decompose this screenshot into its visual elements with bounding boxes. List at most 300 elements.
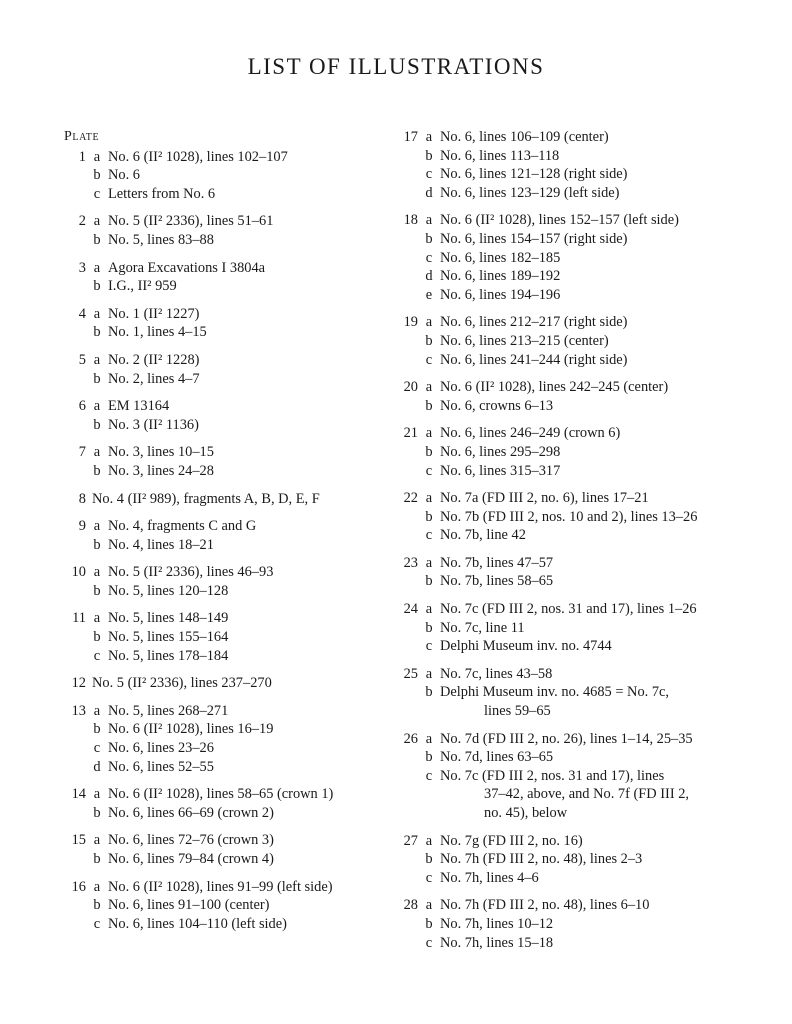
plate-number	[396, 443, 418, 462]
plate-entry	[396, 378, 736, 415]
plate-number: 15	[71, 832, 86, 849]
item-letter: b	[425, 851, 433, 868]
item-text: No. 3, lines 10–15	[108, 444, 214, 461]
list-item	[396, 619, 736, 638]
list-item	[396, 378, 736, 397]
plate-entry	[64, 878, 384, 934]
item-text: No. 6 (II² 1028), lines 58–65 (crown 1)	[108, 786, 334, 803]
item-text: No. 5, lines 268–271	[108, 702, 229, 719]
item-text: No. 7c (FD III 2, nos. 31 and 17), lines	[440, 767, 665, 784]
item-letter: b	[93, 897, 101, 914]
plate-list-right	[396, 128, 736, 952]
item-letter: b	[93, 416, 101, 433]
item-letter: a	[425, 665, 433, 682]
list-item	[396, 869, 736, 888]
item-text: No. 7h, lines 4–6	[440, 869, 539, 886]
plate-number	[64, 739, 86, 758]
item-text: No. 6, lines 213–215 (center)	[440, 332, 609, 349]
plate-number: 24	[403, 601, 418, 618]
item-text: EM 13164	[108, 398, 170, 415]
plate-number: 18	[403, 212, 418, 229]
plate-number: 5	[78, 351, 86, 368]
plate-number	[396, 637, 418, 656]
item-text: No. 6, lines 23–26	[108, 740, 214, 757]
list-item	[64, 397, 384, 416]
plate-number	[64, 185, 86, 204]
item-text: No. 3, lines 24–28	[108, 462, 214, 479]
item-text: No. 6, lines 295–298	[440, 443, 561, 460]
list-item	[396, 767, 736, 786]
plate-number: 27	[403, 832, 418, 849]
list-item	[396, 332, 736, 351]
item-text: Delphi Museum inv. no. 4685 = No. 7c,	[440, 684, 670, 701]
item-letter: a	[425, 379, 433, 396]
item-letter: d	[425, 268, 433, 285]
plate-entry	[396, 730, 736, 823]
plate-number	[64, 582, 86, 601]
item-letter: b	[425, 619, 433, 636]
item-text: No. 7c, lines 43–58	[440, 665, 553, 682]
list-item	[64, 443, 384, 462]
plate-number	[64, 462, 86, 481]
item-letter: a	[425, 314, 433, 331]
list-item	[396, 184, 736, 203]
plate-number	[64, 758, 86, 777]
item-text: No. 2, lines 4–7	[108, 370, 200, 387]
item-letter: d	[93, 758, 101, 775]
plate-entry	[396, 128, 736, 202]
item-text: No. 7b (FD III 2, nos. 10 and 2), lines 13–26	[440, 508, 698, 525]
plate-number: 22	[403, 490, 418, 507]
list-item	[64, 674, 384, 693]
plate-entry	[396, 832, 736, 888]
plate-entry	[64, 305, 384, 342]
item-text: No. 6, crowns 6–13	[440, 397, 554, 414]
list-item	[396, 934, 736, 953]
plate-entry	[396, 665, 736, 721]
list-item	[396, 397, 736, 416]
list-item	[64, 758, 384, 777]
item-letter: c	[425, 638, 433, 655]
plate-number: 14	[71, 786, 86, 803]
plate-entry	[64, 674, 384, 693]
item-text: No. 6, lines 79–84 (crown 4)	[108, 851, 274, 867]
item-letter: b	[425, 749, 433, 766]
item-text: No. 6, lines 123–129 (left side)	[440, 184, 620, 201]
list-item	[396, 508, 736, 527]
item-text: No. 7c, line 11	[440, 619, 525, 636]
list-item	[396, 748, 736, 767]
list-item	[64, 490, 384, 509]
plate-number	[64, 370, 86, 389]
item-text: No. 7h (FD III 2, no. 48), lines 6–10	[440, 897, 650, 914]
plate-number: 8	[78, 490, 86, 507]
list-item	[396, 526, 736, 545]
plate-entry	[64, 397, 384, 434]
list-item	[396, 665, 736, 684]
item-letter: d	[425, 184, 433, 201]
item-letter: a	[93, 444, 101, 461]
item-text: No. 7b, lines 58–65	[440, 573, 554, 590]
item-letter: a	[93, 518, 101, 535]
item-letter: a	[93, 259, 101, 276]
item-letter: a	[425, 425, 433, 442]
list-item	[396, 128, 736, 147]
plate-number	[64, 720, 86, 739]
item-text: No. 4, fragments C and G	[108, 518, 257, 535]
item-text: No. 5, lines 148–149	[108, 610, 229, 627]
list-item	[396, 572, 736, 591]
item-letter: a	[93, 702, 101, 719]
item-text: No. 7d, lines 63–65	[440, 749, 554, 766]
plate-number	[64, 231, 86, 250]
plate-number	[64, 536, 86, 555]
item-letter: b	[93, 582, 101, 599]
item-letter: b	[93, 536, 101, 553]
plate-number	[396, 397, 418, 416]
plate-number	[396, 267, 418, 286]
item-text: No. 6	[108, 167, 140, 184]
plate-number: 20	[403, 379, 418, 396]
list-item	[396, 600, 736, 619]
list-item	[64, 563, 384, 582]
list-item	[64, 582, 384, 601]
plate-number	[396, 351, 418, 370]
item-text: No. 6, lines 72–76 (crown 3)	[108, 832, 274, 849]
item-text: No. 1 (II² 1227)	[108, 305, 200, 322]
item-text: No. 5, lines 155–164	[108, 629, 229, 646]
plate-number	[64, 647, 86, 666]
item-letter: e	[425, 286, 433, 303]
item-letter: b	[425, 397, 433, 414]
plate-number	[64, 323, 86, 342]
item-letter: c	[425, 249, 433, 266]
plate-entry	[64, 517, 384, 554]
item-text: No. 7c (FD III 2, nos. 31 and 17), lines 1–26	[440, 601, 697, 618]
plate-number: 9	[78, 518, 86, 535]
plate-number	[396, 850, 418, 869]
list-item	[396, 147, 736, 166]
item-letter: a	[425, 554, 433, 571]
item-text: No. 5 (II² 2336), lines 237–270	[92, 675, 272, 692]
item-text: I.G., II² 959	[108, 278, 177, 295]
item-text: No. 5, lines 120–128	[108, 582, 229, 599]
column-heading: Plate	[64, 129, 100, 144]
item-letter: b	[425, 915, 433, 932]
plate-number: 19	[403, 314, 418, 331]
item-letter: a	[93, 878, 101, 895]
item-text: No. 6 (II² 1028), lines 91–99 (left side)	[108, 878, 333, 895]
item-letter: a	[425, 897, 433, 914]
list-item	[64, 277, 384, 296]
item-letter: b	[425, 573, 433, 590]
item-text: No. 6, lines 66–69 (crown 2)	[108, 804, 274, 821]
list-item	[64, 831, 384, 850]
plate-number	[396, 332, 418, 351]
plate-number: 1	[78, 148, 86, 165]
item-letter: a	[425, 212, 433, 229]
plate-number: 6	[78, 398, 86, 415]
list-item	[396, 351, 736, 370]
plate-number: 28	[403, 897, 418, 914]
plate-number: 21	[403, 425, 418, 442]
list-item	[64, 536, 384, 555]
item-letter: b	[93, 231, 101, 248]
plate-number: 7	[78, 444, 86, 461]
plate-number: 3	[78, 259, 86, 276]
list-item	[396, 554, 736, 573]
item-letter: b	[93, 629, 101, 646]
item-text: No. 5, lines 83–88	[108, 231, 214, 248]
plate-number	[396, 915, 418, 934]
plate-number	[64, 850, 86, 869]
plate-entry	[64, 831, 384, 868]
list-item	[64, 850, 384, 869]
list-item	[64, 702, 384, 721]
item-text: No. 7b, lines 47–57	[440, 554, 554, 571]
plate-number	[396, 286, 418, 305]
item-letter: a	[425, 832, 433, 849]
list-item	[64, 804, 384, 823]
page-title: LIST OF ILLUSTRATIONS	[247, 54, 545, 79]
item-letter: c	[425, 462, 433, 479]
item-letter: c	[425, 767, 433, 784]
item-text: No. 6, lines 246–249 (crown 6)	[440, 425, 621, 442]
item-letter: a	[425, 129, 433, 145]
item-text-continuation: 37–42, above, and No. 7f (FD III 2,	[484, 786, 690, 803]
list-item	[396, 230, 736, 249]
list-item	[64, 517, 384, 536]
list-item	[396, 424, 736, 443]
item-text: No. 6, lines 212–217 (right side)	[440, 314, 628, 331]
item-text: No. 5 (II² 2336), lines 46–93	[108, 564, 274, 581]
item-letter: c	[425, 351, 433, 368]
item-text: No. 6 (II² 1028), lines 152–157 (left side)	[440, 212, 679, 229]
item-letter: b	[93, 462, 101, 479]
plate-entry	[64, 563, 384, 600]
item-letter: c	[425, 869, 433, 886]
plate-list-left	[64, 148, 384, 934]
right-column	[396, 128, 736, 961]
list-item	[64, 462, 384, 481]
item-text: Agora Excavations I 3804a	[108, 259, 266, 276]
item-text: No. 6, lines 104–110 (left side)	[108, 915, 287, 932]
item-text: No. 4 (II² 989), fragments A, B, D, E, F	[92, 490, 320, 507]
list-item	[64, 351, 384, 370]
item-letter: c	[93, 185, 101, 202]
plate-entry	[64, 490, 384, 509]
item-text: No. 7h, lines 15–18	[440, 934, 554, 951]
plate-number: 16	[71, 878, 86, 895]
plate-number	[64, 896, 86, 915]
item-text: No. 7d (FD III 2, no. 26), lines 1–14, 25–35	[440, 730, 693, 747]
plate-number	[64, 804, 86, 823]
plate-number	[396, 462, 418, 481]
item-letter: c	[93, 647, 101, 664]
plate-number	[64, 628, 86, 647]
plate-number: 2	[78, 213, 86, 230]
item-letter: b	[93, 167, 101, 184]
item-letter: c	[93, 740, 101, 757]
item-text: No. 5 (II² 2336), lines 51–61	[108, 213, 274, 230]
item-letter: a	[93, 305, 101, 322]
item-text: Delphi Museum inv. no. 4744	[440, 638, 612, 655]
plate-number	[396, 869, 418, 888]
plate-entry	[64, 702, 384, 776]
list-item	[396, 267, 736, 286]
item-text: Letters from No. 6	[108, 185, 216, 202]
item-letter: b	[425, 230, 433, 247]
list-item	[64, 323, 384, 342]
plate-number	[396, 184, 418, 203]
plate-number	[396, 249, 418, 268]
list-item	[64, 370, 384, 389]
list-item	[396, 286, 736, 305]
list-item	[64, 185, 384, 204]
item-letter: a	[425, 601, 433, 618]
plate-number	[396, 165, 418, 184]
list-item	[396, 489, 736, 508]
list-item	[64, 878, 384, 897]
plate-entry	[396, 489, 736, 545]
plate-number: 12	[71, 675, 86, 692]
item-letter: b	[425, 684, 433, 701]
list-item	[64, 720, 384, 739]
item-text: No. 6, lines 113–118	[440, 147, 560, 164]
item-letter: b	[425, 508, 433, 525]
item-letter: b	[93, 851, 101, 867]
item-text: No. 6, lines 182–185	[440, 249, 561, 266]
item-letter: b	[93, 370, 101, 387]
list-item	[396, 730, 736, 749]
list-item	[396, 850, 736, 869]
item-letter: a	[93, 213, 101, 230]
list-item	[396, 211, 736, 230]
item-letter: a	[93, 786, 101, 803]
item-letter: b	[93, 721, 101, 738]
item-letter: a	[425, 730, 433, 747]
plate-number	[396, 748, 418, 767]
item-text: No. 6, lines 241–244 (right side)	[440, 351, 628, 368]
item-text-continuation: no. 45), below	[484, 805, 568, 821]
list-item	[64, 739, 384, 758]
list-item	[396, 832, 736, 851]
item-text: No. 7h (FD III 2, no. 48), lines 2–3	[440, 851, 643, 868]
item-letter: a	[93, 148, 101, 165]
plate-number	[396, 934, 418, 953]
item-letter: b	[425, 147, 433, 164]
plate-entry	[64, 259, 384, 296]
plate-entry	[64, 212, 384, 249]
item-letter: a	[93, 351, 101, 368]
plate-number: 23	[403, 554, 418, 571]
item-letter: a	[93, 610, 101, 627]
plate-number	[396, 767, 418, 786]
plate-number	[396, 147, 418, 166]
plate-number: 10	[71, 564, 86, 581]
plate-entry	[396, 424, 736, 480]
plate-number: 4	[78, 305, 86, 322]
item-letter: c	[93, 915, 101, 932]
item-text: No. 6, lines 52–55	[108, 758, 214, 775]
item-text: No. 6 (II² 1028), lines 102–107	[108, 148, 288, 165]
plate-number	[396, 526, 418, 545]
plate-entry	[396, 896, 736, 952]
list-item	[396, 443, 736, 462]
plate-entry	[396, 211, 736, 304]
item-text: No. 6, lines 194–196	[440, 286, 561, 303]
item-text: No. 1, lines 4–15	[108, 324, 207, 341]
item-text: No. 3 (II² 1136)	[108, 416, 199, 433]
item-letter: b	[93, 278, 101, 295]
plate-entry	[64, 609, 384, 665]
item-text: No. 7h, lines 10–12	[440, 915, 554, 932]
list-item	[64, 628, 384, 647]
plate-number	[64, 416, 86, 435]
item-text: No. 6, lines 189–192	[440, 268, 561, 285]
list-item	[396, 462, 736, 481]
list-item	[396, 249, 736, 268]
item-text: No. 2 (II² 1228)	[108, 351, 200, 368]
item-text: No. 7b, line 42	[440, 527, 526, 544]
item-text: No. 7g (FD III 2, no. 16)	[440, 832, 583, 849]
item-letter: a	[93, 398, 101, 415]
plate-entry	[64, 785, 384, 822]
list-item	[64, 148, 384, 167]
item-text: No. 6, lines 91–100 (center)	[108, 897, 270, 914]
item-text: No. 6 (II² 1028), lines 242–245 (center)	[440, 379, 669, 396]
plate-number: 26	[403, 730, 418, 747]
plate-number	[396, 683, 418, 702]
item-text: No. 6, lines 315–317	[440, 462, 561, 479]
list-item	[396, 165, 736, 184]
item-letter: b	[93, 324, 101, 341]
list-item	[396, 637, 736, 656]
item-text: No. 6, lines 121–128 (right side)	[440, 166, 628, 183]
item-letter: c	[425, 527, 433, 544]
list-item	[396, 313, 736, 332]
item-text: No. 6, lines 154–157 (right side)	[440, 230, 628, 247]
item-letter: c	[425, 166, 433, 183]
list-item	[64, 416, 384, 435]
plate-number	[396, 572, 418, 591]
plate-number	[64, 277, 86, 296]
plate-entry	[64, 148, 384, 204]
item-letter: b	[93, 804, 101, 821]
plate-entry	[64, 443, 384, 480]
plate-entry	[396, 313, 736, 369]
item-text: No. 7a (FD III 2, no. 6), lines 17–21	[440, 490, 649, 507]
plate-number: 13	[71, 702, 86, 719]
item-letter: a	[93, 564, 101, 581]
plate-entry	[64, 351, 384, 388]
left-column	[64, 128, 384, 942]
list-item	[64, 647, 384, 666]
plate-number	[396, 619, 418, 638]
item-letter: b	[425, 332, 433, 349]
list-item	[64, 305, 384, 324]
item-text: No. 4, lines 18–21	[108, 536, 214, 553]
list-item	[396, 915, 736, 934]
item-text-continuation: lines 59–65	[484, 703, 551, 720]
list-item	[396, 683, 736, 702]
list-item	[64, 609, 384, 628]
list-item	[64, 259, 384, 278]
list-item	[396, 896, 736, 915]
list-item	[64, 785, 384, 804]
plate-number: 25	[403, 665, 418, 682]
list-item	[64, 212, 384, 231]
